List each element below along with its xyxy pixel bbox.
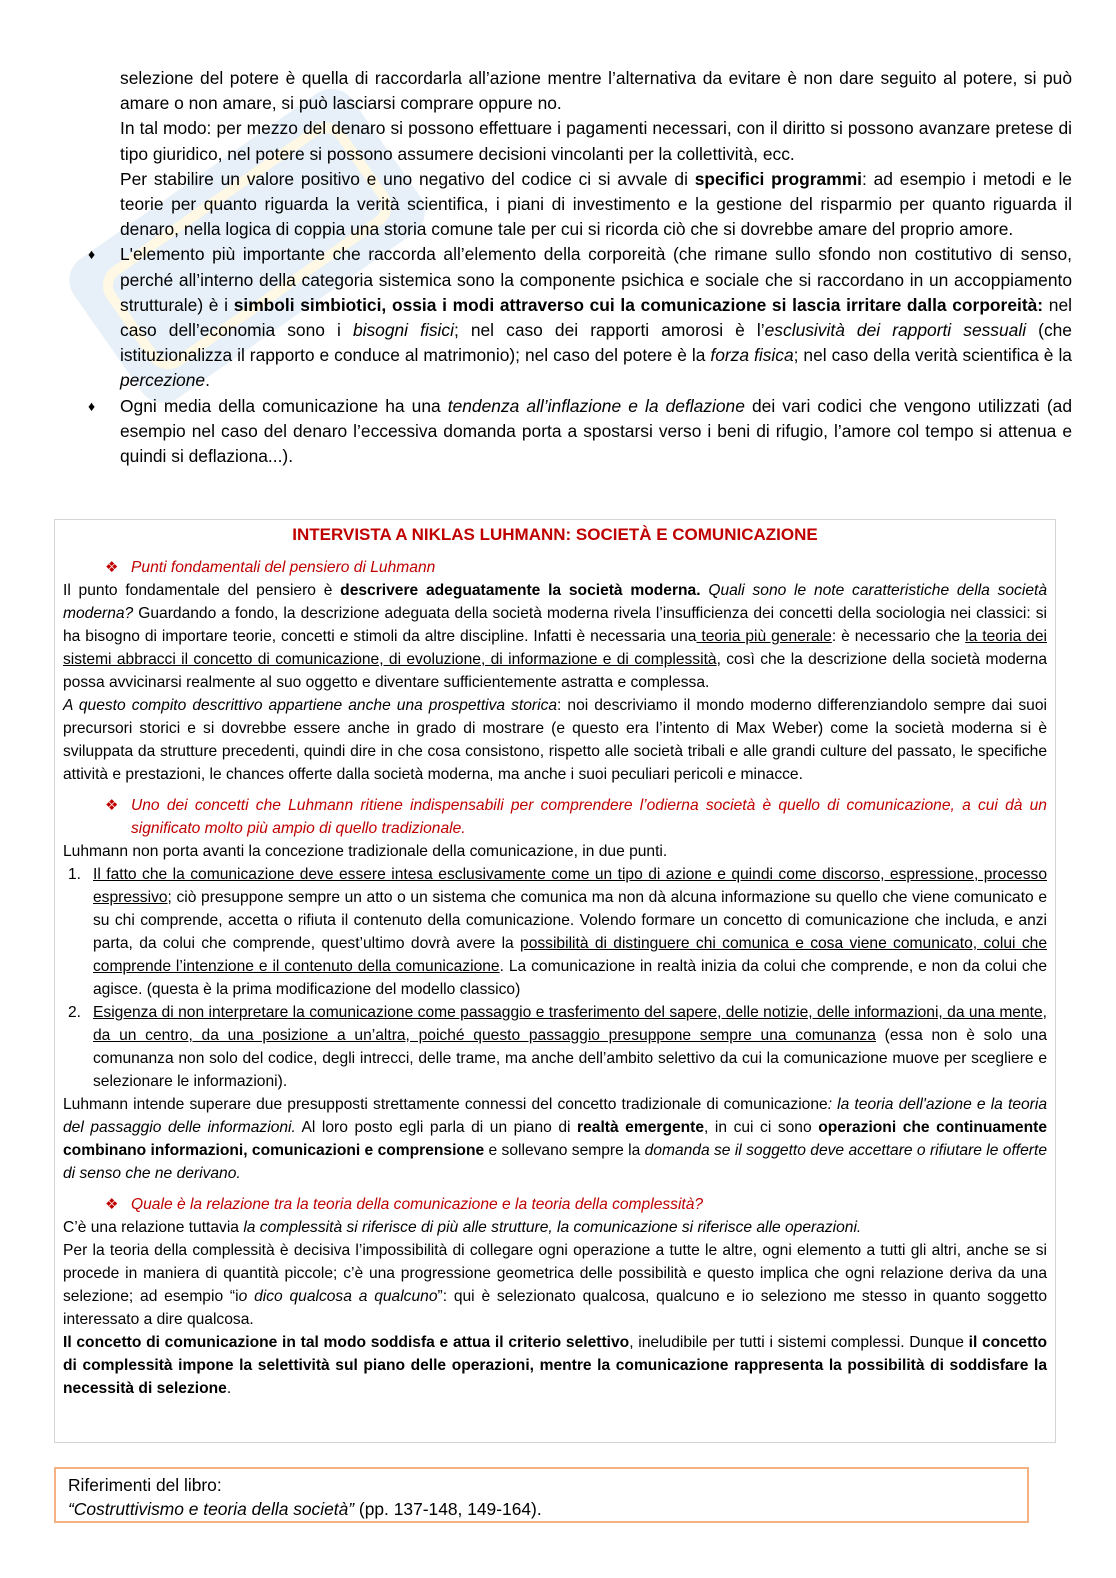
paragraph: Il concetto di comunicazione in tal modo soddisfa e attua il criterio selettivo, ineludibile per tutti i sistemi complessi. Dunque il concetto di complessità impone la selettività sul piano delle operazioni, mentre la comunicazione rappresenta la possibilità di soddisfare la necessità di selezione. — [63, 1334, 1047, 1397]
paragraph: Il punto fondamentale del pensiero è descrivere adeguatamente la società moderna. Quali sono le note caratteristiche della società moderna? Guardando a fondo, la descrizione adeguata della società moderna rivela l’insufficienza dei concetti della sociologia nei classici: si ha bisogno di importare teorie, concetti e stimoli da altre discipline. Infatti è necessaria una teoria più generale: è necessario che la teoria dei sistemi abbracci il concetto di comunicazione, di evoluzione, di informazione e di complessità, così che la descrizione della società moderna possa avvicinarsi realmente al suo oggetto e diventare sufficientemente astratta e complessa. — [63, 582, 1047, 691]
bullet-diamond-icon: ♦ — [88, 397, 96, 414]
interview-box — [54, 519, 1056, 1443]
subheading: ❖ Uno dei concetti che Luhmann ritiene indispensabili per comprendere l’odierna società è quello di comunicazione, a cui dà un significato molto più ampio di quello tradizionale. — [63, 794, 1047, 840]
diamond-bullet-icon: ❖ — [105, 797, 119, 814]
box-title: INTERVISTA A NIKLAS LUHMANN: SOCIETÀ E COMUNICAZIONE — [292, 525, 818, 544]
bullet-item: ♦ Ogni media della comunicazione ha una tendenza all’inflazione e la deflazione dei vari codici che vengono utilizzati (ad esempio nel caso del denaro l’eccessiva domanda porta a spostarsi verso i beni di rifugio, l’amore col tempo si attenua e quindi si deflaziona...). — [88, 395, 1072, 467]
paragraph: Luhmann non porta avanti la concezione tradizionale della comunicazione, in due punti. — [63, 843, 668, 860]
references-label: Riferimenti del libro: — [68, 1475, 222, 1495]
paragraph: Luhmann intende superare due presupposti strettamente connessi del concetto tradizionale di comunicazione: la teoria dell'azione e la teoria del passaggio delle informazioni. Al loro posto egli parla di un piano di realtà emergente, in cui ci sono operazioni che continuamente combinano informazioni, comunicazioni e comprensione e sollevano sempre la domanda se il soggetto deve accettare o rifiutare le offerte di senso che ne derivano. — [63, 1096, 1047, 1182]
paragraph: In tal modo: per mezzo del denaro si possono effettuare i pagamenti necessari, con il diritto si possono avanzare pretese di tipo giuridico, nel potere si possono assumere decisioni vincolanti per la collettività, ecc. — [120, 118, 1072, 164]
paragraph: selezione del potere è quella di raccordarla all’azione mentre l’alternativa da evitare è non dare seguito al potere, si può amare o non amare, si può lasciarsi comprare oppure no. — [120, 68, 1072, 114]
continued-section — [82, 66, 1072, 469]
references-box — [54, 1467, 1029, 1523]
list-item: 1. Il fatto che la comunicazione deve essere intesa esclusivamente come un tipo di azione e quindi come discorso, espressione, processo espressivo; ciò presuppone sempre un atto o un sistema che comunica ma non dà alcuna informazione su quello che viene comunicato e su chi comprende, accetta o rifiuta il contenuto della comunicazione. Volendo formare un concetto di comunicazione che includa, e anzi parta, da colui che comprende, quest’ultimo dovrà avere la possibilità di distinguere chi comunica e cosa viene comunicato, colui che comprende l’intenzione e il contenuto della comunicazione. La comunicazione in realtà inizia da colui che comprende, e non da colui che agisce. (questa è la prima modificazione del modello classico) — [68, 866, 1047, 998]
references-book: “Costruttivismo e teoria della società” (pp. 137-148, 149-164). — [68, 1499, 542, 1519]
paragraph: Per stabilire un valore positivo e uno negativo del codice ci si avvale di specifici programmi: ad esempio i metodi e le teorie per quanto riguarda la verità scientifica, i piani di investimento e la gestione del risparmio per quanto riguarda il denaro, nella logica di coppia una storia comune tale per cui si ricorda ciò che si dovrebbe amare del proprio amore. — [120, 168, 1072, 240]
subheading: ❖ Quale è la relazione tra la teoria della comunicazione e la teoria della complessità? — [63, 1193, 1047, 1216]
bullet-diamond-icon: ♦ — [88, 246, 96, 263]
paragraph: C’è una relazione tuttavia la complessità si riferisce di più alle strutture, la comunicazione si riferisce alle operazioni. — [63, 1219, 862, 1236]
subheading: ❖ Punti fondamentali del pensiero di Luhmann — [63, 556, 1047, 579]
paragraph: A questo compito descrittivo appartiene anche una prospettiva storica: noi descriviamo il mondo moderno differenziandolo sempre dai suoi precursori storici e si dovrebbe essere anche in grado di mostrare (e questo era l’intento di Max Weber) come la società moderna si è sviluppata da strutture precedenti, quindi dire in che cosa consistono, rispetto alle società tribali e alle grandi culture del passato, le specifiche attività e prestazioni, le chances offerte dalla società moderna, ma anche i suoi peculiari pericoli e minacce. — [63, 697, 1047, 783]
list-item: 2. Esigenza di non interpretare la comunicazione come passaggio e trasferimento del sapere, delle notizie, delle informazioni, da una mente, da un centro, da una posizione a un’altra, poiché questo passaggio presuppone sempre una comunanza (essa non è solo una comunanza non solo del codice, degli intrecci, delle trame, ma anche dell’ambito selettivo da cui la comunicazione muove per scegliere e selezionare le informazioni). — [68, 1004, 1048, 1090]
diamond-bullet-icon: ❖ — [105, 559, 119, 576]
diamond-bullet-icon: ❖ — [105, 1196, 119, 1213]
bullet-item: ♦ L'elemento più importante che raccorda all’elemento della corporeità (che rimane sullo sfondo non costitutivo di senso, perché all’interno della categoria sistemica sono la componente psichica e sociale che si raccordano in un accoppiamento strutturale) è i simboli simbiotici, ossia i modi attraverso cui la comunicazione si lascia irritare dalla corporeità: nel caso dell’economia sono i bisogni fisici; nel caso dei rapporti amorosi è l’esclusività dei rapporti sessuali (che istituzionalizza il rapporto e conduce al matrimonio); nel caso del potere è la forza fisica; nel caso della verità scientifica è la percezione. — [88, 244, 1072, 391]
paragraph: Per la teoria della complessità è decisiva l’impossibilità di collegare ogni operazione a tutte le altre, ogni elemento a tutti gli altri, anche se si procede in maniera di quantità piccole; c’è una progressione geometrica delle possibilità e questo implica che ogni relazione deriva da una selezione; ad esempio “io dico qualcosa a qualcuno”: qui è selezionato qualcosa, qualcuno e io seleziono me stesso in quanto soggetto interessato a dire qualcosa. — [63, 1242, 1048, 1328]
